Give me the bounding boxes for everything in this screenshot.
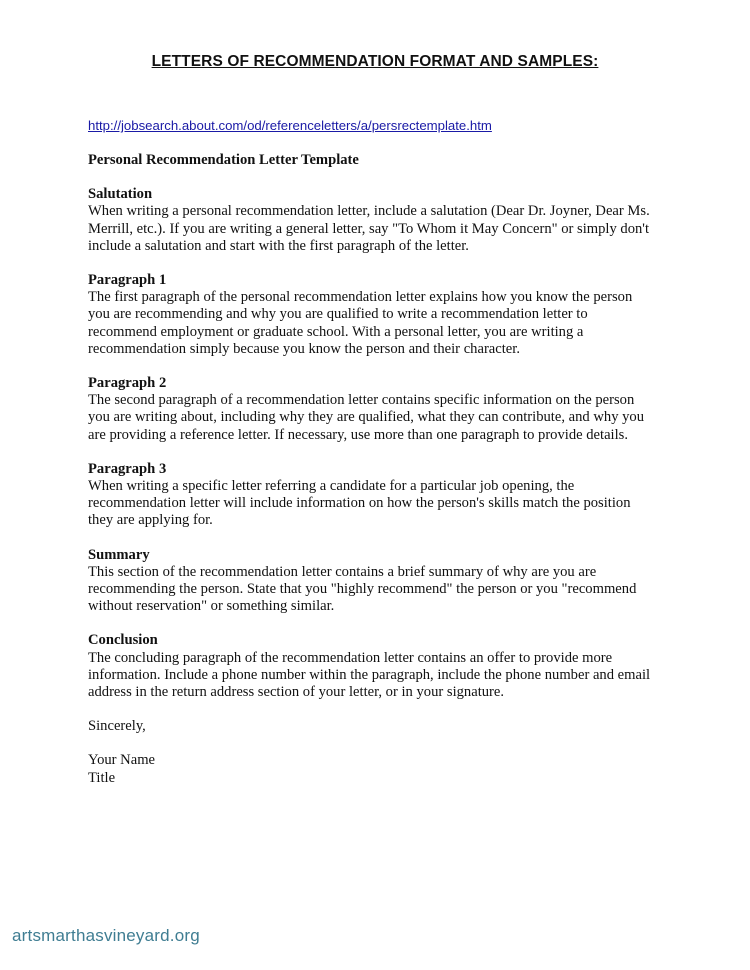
section-salutation [88,186,678,255]
body-line: The concluding paragraph of the recommendation letter contains an offer to provide more [88,649,613,666]
body-line: you are recommending and why you are qualified to write a recommendation letter to [88,306,588,323]
page-title: LETTERS OF RECOMMENDATION FORMAT AND SAMPLES: [151,53,599,70]
template-heading: Personal Recommendation Letter Template [88,152,359,168]
section-body [88,203,678,255]
body-line: Merrill, etc.). If you are writing a general letter, say "To Whom it May Concern" or simply don't [88,220,649,237]
body-line: they are applying for. [88,512,213,529]
body-line: recommendation simply because you know the person and their character. [88,340,520,357]
section-body [88,650,678,702]
body-line: you are writing about, including why they are qualified, what they can contribute, and why you [88,409,645,426]
section-title: Salutation [88,186,153,203]
section-title: Paragraph 2 [88,375,167,392]
section-paragraph-3 [88,461,678,530]
watermark: artsmarthasvineyard.org [12,926,200,945]
body-line: information. Include a phone number within the paragraph, include the phone number and email [88,666,651,683]
body-line: This section of the recommendation letter contains a brief summary of why are you are [88,563,597,580]
section-summary [88,547,678,616]
body-line: The first paragraph of the personal recommendation letter explains how you know the person [88,289,633,306]
body-line: include a salutation and start with the first paragraph of the letter. [88,237,469,254]
closing: Sincerely, [88,718,146,735]
body-line: When writing a personal recommendation letter, include a salutation (Dear Dr. Joyner, Dear Ms. [88,203,650,220]
body-line: The second paragraph of a recommendation letter contains specific information on the person [88,392,635,409]
section-body [88,564,678,616]
signature-title: Title [88,769,116,786]
section-title: Paragraph 3 [88,460,167,477]
section-paragraph-1 [88,272,678,358]
section-title: Summary [88,546,150,563]
section-body [88,289,678,358]
section-title: Paragraph 1 [88,272,167,289]
body-line: without reservation" or something similar. [88,598,335,615]
body-line: When writing a specific letter referring a candidate for a particular job opening, the [88,478,575,495]
section-body [88,392,678,444]
section-paragraph-2 [88,375,678,444]
body-line: recommending the person. State that you "highly recommend" the person or you "recommend [88,581,637,598]
body-line: recommend employment or graduate school. With a personal letter, you are writing a [88,323,584,340]
section-conclusion [88,632,678,701]
body-line: are providing a reference letter. If necessary, use more than one paragraph to provide details. [88,426,628,443]
signature-block [88,752,678,786]
signature-name: Your Name [88,752,156,769]
section-body [88,478,678,530]
body-line: address in the return address section of your letter, or in your signature. [88,684,505,701]
section-title: Conclusion [88,632,158,649]
letter-content [88,152,678,787]
body-line: recommendation letter will include information on how the person's skills match the position [88,495,631,512]
source-link[interactable]: http://jobsearch.about.com/od/referenceletters/a/persrectemplate.htm [88,118,492,133]
